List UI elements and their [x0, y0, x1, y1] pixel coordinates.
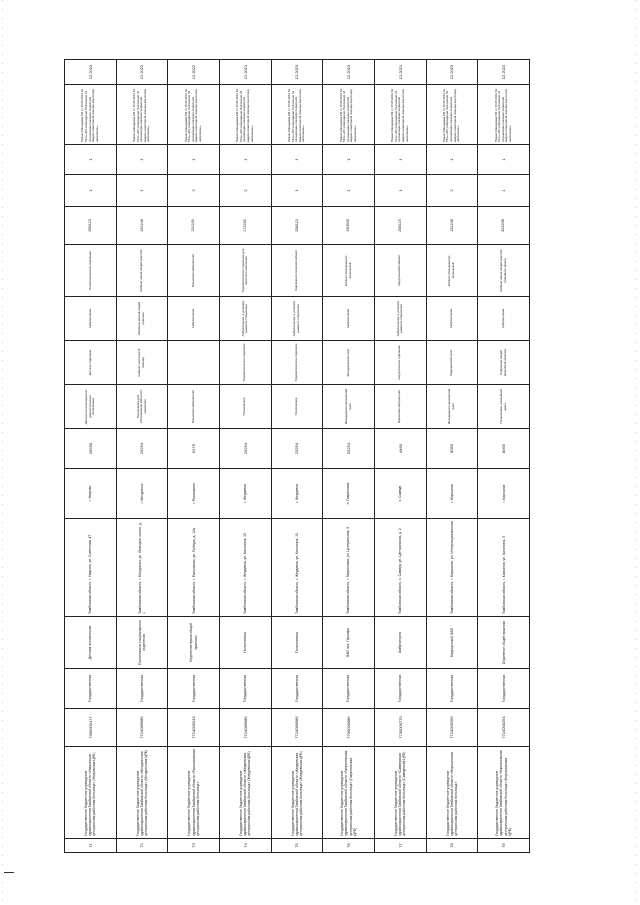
table-row	[426, 60, 478, 853]
cell-bed: Амбулаторная, в условиях дневного стационара	[219, 297, 271, 341]
cell-c2: 1	[323, 145, 375, 175]
cell-bed: Амбулаторная, в условиях дневного стационара	[271, 297, 323, 341]
cell-code: 324205	[478, 207, 530, 245]
cell-type: Поликлиника	[219, 385, 271, 429]
edge-mark	[4, 872, 14, 873]
cell-population: 9176	[168, 429, 220, 469]
cell-date: 12.2022	[168, 60, 220, 85]
cell-doc: Приказ Минздрава РФ от 15.05.2012 № 543н «Об утверждении Положения об организации оказания первичной медико-санитарной помощи взрослому населению»	[478, 85, 530, 145]
cell-inn: 7714000243	[168, 709, 220, 747]
cell-c1: 1	[478, 175, 530, 207]
cell-branch: Отделение врача общей практики	[168, 617, 220, 669]
cell-locality: г. Рассказово	[168, 469, 220, 519]
cell-unit: Кабинет фельдшерско-акушерский	[426, 245, 478, 297]
cell-locality: с. Гавриловка	[323, 469, 375, 519]
cell-bed: Амбулаторная	[323, 297, 375, 341]
cell-date: 12.2023	[65, 60, 117, 85]
table-row	[168, 60, 220, 853]
cell-c1: 2	[219, 175, 271, 207]
cell-doc: Приказ Минздрава РФ от 15.05.2012 № 543н «Об утверждении Положения об организации оказания первичной медико-санитарной помощи взрослому населению»	[219, 85, 271, 145]
cell-bed: Амбулаторная	[65, 297, 117, 341]
cell-n: 78	[426, 839, 478, 853]
cell-inn: 7714086586	[116, 709, 168, 747]
scan-artifact	[636, 0, 637, 905]
cell-c2: 1	[271, 145, 323, 175]
cell-inn: 7714086586	[271, 709, 323, 747]
cell-c1: 2	[168, 175, 220, 207]
cell-date: 12.2023	[426, 60, 478, 85]
cell-c2: 1	[65, 145, 117, 175]
cell-unit: Терапевтическое отделение для взрослого населения	[219, 245, 271, 297]
cell-address: Тамбовская область, г. Уварово, ул. Советская, 47	[65, 519, 117, 617]
cell-type: Врачебная амбулатория	[374, 385, 426, 429]
cell-name: Государственное бюджетное учреждение здравоохранения Тамбовской области «Гавриловская центральная районная больница» (Гавриловская ЦРБ)	[323, 747, 375, 839]
cell-form: Государственная	[426, 669, 478, 709]
cell-population: 8050	[426, 429, 478, 469]
cell-locality: г. Жердевка	[271, 469, 323, 519]
cell-date: 12.2022	[478, 60, 530, 85]
cell-bed: Амбулаторная	[478, 297, 530, 341]
cell-form: Государственная	[219, 669, 271, 709]
cell-name: Государственное бюджетное учреждение здравоохранения Тамбовской области «Моршанская центральная районная больница»	[426, 747, 478, 839]
cell-n: 75	[271, 839, 323, 853]
cell-date: 12.2022	[116, 60, 168, 85]
cell-locality: г. Кирсанов	[478, 469, 530, 519]
cell-population: 23254	[219, 429, 271, 469]
scan-artifact	[2, 0, 3, 905]
cell-inn: 7306000177	[65, 709, 117, 747]
cell-locality: г. Мичуринск	[116, 469, 168, 519]
cell-doc: Приказ Минздрава РФ от 15.05.2012 № 543н «Об утверждении Положения об организации оказания первичной медико-санитарной помощи взрослому населению»	[168, 85, 220, 145]
table-row	[65, 60, 117, 853]
cell-branch: Амбулатория	[374, 617, 426, 669]
cell-code: 161108	[116, 207, 168, 245]
cell-name: Государственное бюджетное учреждение здравоохранения Тамбовской области «Жердевская центральная районная больница» (Жердевская ЦРБ)	[219, 747, 271, 839]
cell-type: Поликлиника	[271, 385, 323, 429]
cell-code: 172492	[219, 207, 271, 245]
cell-profile: Кабинет неотложной помощи	[116, 341, 168, 385]
cell-form: Государственная	[65, 669, 117, 709]
cell-branch: Поликлиника	[219, 617, 271, 669]
cell-type: Поликлиника «Семейный врач»	[478, 385, 530, 429]
cell-n: 77	[374, 839, 426, 853]
cell-c1: 1	[323, 175, 375, 207]
cell-address: Тамбовская область, с. Сампур, ул. Центральная, д. 2	[374, 519, 426, 617]
cell-c2: 1	[116, 145, 168, 175]
cell-address: Тамбовская область, г. Рассказово, ул. Победы, д. 12а	[168, 519, 220, 617]
cell-population: 4460	[374, 429, 426, 469]
rotated-table-wrapper	[64, 60, 530, 853]
cell-type: Фельдшерско-акушерский пункт	[323, 385, 375, 429]
cell-profile: Медицинский пункт	[426, 341, 478, 385]
cell-branch: Отделение общей практики	[478, 617, 530, 669]
cell-code: 258115	[271, 207, 323, 245]
cell-population: 25254	[323, 429, 375, 469]
cell-date: 12.2021	[219, 60, 271, 85]
cell-form: Государственная	[168, 669, 220, 709]
cell-inn: 7714000256	[426, 709, 478, 747]
cell-population: 25556	[65, 429, 117, 469]
cell-type: Детская консультационно-диагностическая поликлиника	[65, 385, 117, 429]
cell-branch: ФАП пос. Пушкарь	[323, 617, 375, 669]
cell-locality: с. Сампур	[374, 469, 426, 519]
cell-date: 12.2023	[323, 60, 375, 85]
cell-n: 74	[219, 839, 271, 853]
cell-form: Государственная	[323, 669, 375, 709]
cell-inn: 7730000086	[323, 709, 375, 747]
cell-unit: Кабинет врача общей практики (семейного врача)	[478, 245, 530, 297]
cell-unit: Кабинет фельдшерско-акушерский	[323, 245, 375, 297]
cell-bed: Амбулаторная, в условиях дневного стационара	[374, 297, 426, 341]
cell-n: 71	[65, 839, 117, 853]
cell-address: Тамбовская область, г. Жердевка, ул. Калинина, 15	[219, 519, 271, 617]
cell-profile: Фельдшерский пункт	[323, 341, 375, 385]
cell-type: Поликлиника для обслуживания взрослого населения	[116, 385, 168, 429]
cell-population: 23254	[271, 429, 323, 469]
cell-address: Тамбовская область, г. Жердевка, ул. Калинина, 15	[271, 519, 323, 617]
cell-n: 79	[478, 839, 530, 853]
cell-inn: 7730000770	[374, 709, 426, 747]
cell-locality: г. Моршанск	[426, 469, 478, 519]
cell-branch: Поликлиника стационарного отделения	[116, 617, 168, 669]
cell-unit: Эндокринологический кабинет	[271, 245, 323, 297]
cell-address: Тамбовская область, г. Гавриловка, ул. Центральная, 5	[323, 519, 375, 617]
cell-inn: 7714000254	[478, 709, 530, 747]
cell-name: Государственное бюджетное учреждение здравоохранения Тамбовской области «Кирсановская центральная районная больница» (Кирсановская ЦРБ)	[478, 747, 530, 839]
table-row	[116, 60, 168, 853]
cell-name: Государственное бюджетное учреждение здравоохранения Тамбовской области «Мичуринская центральная районная больница» (Мичуринская ЦРБ)	[116, 747, 168, 839]
cell-c2: 1	[168, 145, 220, 175]
cell-code: 151100	[168, 207, 220, 245]
cell-bed: Амбулаторная	[168, 297, 220, 341]
cell-n: 76	[323, 839, 375, 853]
cell-unit: Хирургический кабинет	[374, 245, 426, 297]
cell-doc: Приказ Минздрава РФ от 15.05.2012 № 543н «Об утверждении Положения об организации оказания первичной медико-санитарной помощи взрослому населению»	[271, 85, 323, 145]
cell-form: Государственная	[116, 669, 168, 709]
facility-table	[64, 59, 530, 853]
table-row	[219, 60, 271, 853]
cell-profile: Терапевтическое отделение	[219, 341, 271, 385]
cell-profile	[168, 341, 220, 385]
cell-doc: Приказ Минздрава РФ от 15.05.2012 № 543н «Об утверждении Положения об организации оказания первичной медико-санитарной помощи взрослому населению»	[426, 85, 478, 145]
cell-name: Государственное бюджетное учреждение здравоохранения Тамбовской области «Уваровская центральная районная больница» (Уваровская ЦРБ)	[65, 747, 117, 839]
cell-bed: Амбулаторная	[426, 297, 478, 341]
cell-profile: Отделение общей врачебной практики	[478, 341, 530, 385]
cell-branch: Медицинский ФАП	[426, 617, 478, 669]
cell-address: Тамбовская область, г. Моршанск, ул. Интернациональная	[426, 519, 478, 617]
cell-unit: Поликлиническое отделение	[65, 245, 117, 297]
cell-n: 73	[168, 839, 220, 853]
cell-name: Государственное бюджетное учреждение здравоохранения Тамбовской области «Рассказовская центральная районная больница»	[168, 747, 220, 839]
table-row	[271, 60, 323, 853]
cell-doc: Приказ Минздрава РФ от 15.05.2012 № 543н «Об утверждении Положения об организации оказания первичной медико-санитарной помощи взрослому населению»	[65, 85, 117, 145]
cell-bed: Кабинеты врачей общей практики	[116, 297, 168, 341]
cell-c2: 1	[478, 145, 530, 175]
cell-profile: Терапевтическое отделение	[271, 341, 323, 385]
cell-form: Государственная	[374, 669, 426, 709]
table-row	[323, 60, 375, 853]
table-row	[478, 60, 530, 853]
cell-c1: 1	[271, 175, 323, 207]
cell-form: Государственная	[478, 669, 530, 709]
cell-code: 151108	[426, 207, 478, 245]
cell-doc: Приказ Минздрава РФ от 15.05.2012 № 543н «Об утверждении Положения об организации оказания первичной медико-санитарной помощи взрослому населению»	[374, 85, 426, 145]
cell-branch: Детская поликлиника	[65, 617, 117, 669]
cell-address: Тамбовская область, г. Кирсанов, ул. Калинина, 5	[478, 519, 530, 617]
cell-unit: Кабинет врача общей практики	[116, 245, 168, 297]
cell-code: 258115	[374, 207, 426, 245]
cell-code: 150500	[323, 207, 375, 245]
cell-profile: Детское отделение	[65, 341, 117, 385]
cell-c2: 1	[374, 145, 426, 175]
cell-date: 12.2023	[271, 60, 323, 85]
cell-locality: г. Уварово	[65, 469, 117, 519]
cell-branch: Поликлиника	[271, 617, 323, 669]
cell-c1: 1	[116, 175, 168, 207]
cell-n: 72	[116, 839, 168, 853]
cell-population: 23254	[116, 429, 168, 469]
cell-population: 8095	[478, 429, 530, 469]
cell-c2: 1	[426, 145, 478, 175]
cell-locality: г. Жердевка	[219, 469, 271, 519]
cell-inn: 7714086586	[219, 709, 271, 747]
cell-name: Государственное бюджетное учреждение здравоохранения Тамбовской области «Жердевская центральная районная больница» (Жердевская ЦРБ)	[271, 747, 323, 839]
cell-c2: 1	[219, 145, 271, 175]
cell-address: Тамбовская область, г. Мичуринск, ул. Липецкое шоссе, д. 1	[116, 519, 168, 617]
cell-doc: Приказ Минздрава РФ от 15.05.2012 № 543н «Об утверждении Положения об организации оказания первичной медико-санитарной помощи взрослому населению»	[116, 85, 168, 145]
cell-form: Государственная	[271, 669, 323, 709]
cell-unit: Врачебная амбулатория	[168, 245, 220, 297]
cell-doc: Приказ Минздрава РФ от 15.05.2012 № 543н «Об утверждении Положения об организации оказания первичной медико-санитарной помощи взрослому населению»	[323, 85, 375, 145]
cell-code: 258115	[65, 207, 117, 245]
cell-type: Врачебная амбулатория	[168, 385, 220, 429]
cell-name: Государственное бюджетное учреждение здравоохранения Тамбовской области «Сампурская центральная районная больница» (Сампурская ЦРБ)	[374, 747, 426, 839]
cell-profile: Хирургическое отделение	[374, 341, 426, 385]
cell-c1: 1	[374, 175, 426, 207]
cell-c1: 1	[65, 175, 117, 207]
cell-c1: 2	[426, 175, 478, 207]
cell-date: 12.2021	[374, 60, 426, 85]
table-row	[374, 60, 426, 853]
cell-type: Фельдшерско-акушерский пункт	[426, 385, 478, 429]
